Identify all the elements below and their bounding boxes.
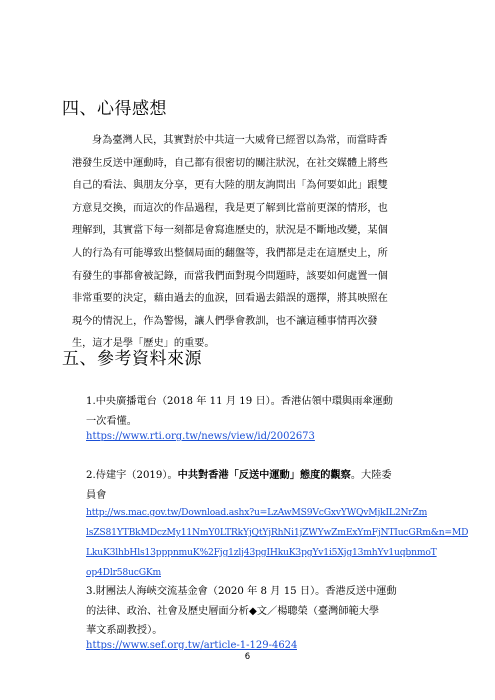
reference-2-link-line[interactable]: op4Dlr58ucGKm <box>86 567 162 578</box>
reference-3-link[interactable]: https://www.sef.org.tw/article-1-129-4624 <box>86 640 298 651</box>
reference-2-link-line[interactable]: lsZS81YTBkMDczMy11NmY0LTRkYjQtYjRhNi1jZWYwZmExYmFjNTIucGRm&n=MD <box>86 527 469 538</box>
paragraph-line: 非常重要的決定，藉由過去的血淚，回看過去錯誤的選擇，將其映照在 <box>72 293 388 305</box>
reference-2-prefix: 2.侍建宇（2019）。 <box>86 470 178 481</box>
paragraph-line: 自己的看法、與朋友分享，更有大陸的朋友詢問出「為何要如此」跟雙 <box>72 180 388 192</box>
paragraph-line: 理解到，其實當下每一刻都是會寫進歷史的，狀況是不斷地改變，某個 <box>72 225 388 237</box>
paragraph-line: 現今的情況上，作為警惕，讓人們學會教訓，也不讓這種事情再次發 <box>72 315 378 327</box>
page-number: 6 <box>244 652 251 662</box>
reference-2-line1 <box>86 466 392 481</box>
paragraph-line: 身為臺灣人民，其實對於中共這一大威脅已經習以為常，而當時香 <box>92 135 388 146</box>
paragraph-line: 生，這才是學「歷史」的重要。 <box>72 338 215 350</box>
reference-2-title: 中共對香港「反送中運動」態度的觀察 <box>177 469 351 481</box>
reflection-paragraph <box>72 130 444 356</box>
reference-1-link[interactable]: https://www.rti.org.tw/news/view/id/2002673 <box>86 431 315 442</box>
paragraph-line: 方意見交換，而這次的作品過程，我是更了解到比當前更深的情形，也 <box>72 202 388 214</box>
paragraph-line: 港發生反送中運動時，自己都有很密切的關注狀況，在社交媒體上將些 <box>72 157 388 169</box>
reference-3-line3: 華文系副教授）。 <box>86 625 163 636</box>
section-heading-references: 五、參考資料來源 <box>62 349 202 369</box>
reference-3-line1: 3.財團法人海峽交流基金會（2020 年 8 月 15 日）。香港反送中運動 <box>86 586 397 597</box>
reference-3-line2: 的法律、政治、社會及歷史層面分析◆文／楊聰榮（臺灣師範大學 <box>86 606 380 617</box>
reference-1-line2: 一次看懂。 <box>86 416 137 427</box>
reference-2-line2: 員會 <box>86 490 107 501</box>
section-heading-reflection: 四、心得感想 <box>62 99 167 119</box>
reference-1-line1: 1.中央廣播電台（2018 年 11 月 19 日）。香港佔領中環與雨傘運動 <box>86 396 393 407</box>
reference-2-link-line[interactable]: http://ws.mac.gov.tw/Download.ashx?u=LzAwMS9VcGxvYWQvMjkIL2NrZm <box>86 507 428 518</box>
reference-2-link-line[interactable]: LkuK3lhbHls13pppnmuK%2Fjg1zlj43pgIHkuK3pgYv1i5Xjg13mhYv1uqbnmoT <box>86 547 437 558</box>
paragraph-line: 人的行為有可能導致出整個局面的翻盤等，我們都是走在這歷史上，所 <box>72 247 388 259</box>
paragraph-line: 有發生的事都會被記錄，而當我們面對現今問題時，該要如何處置一個 <box>72 270 388 282</box>
reference-2-suffix: 。大陸委 <box>350 470 392 481</box>
